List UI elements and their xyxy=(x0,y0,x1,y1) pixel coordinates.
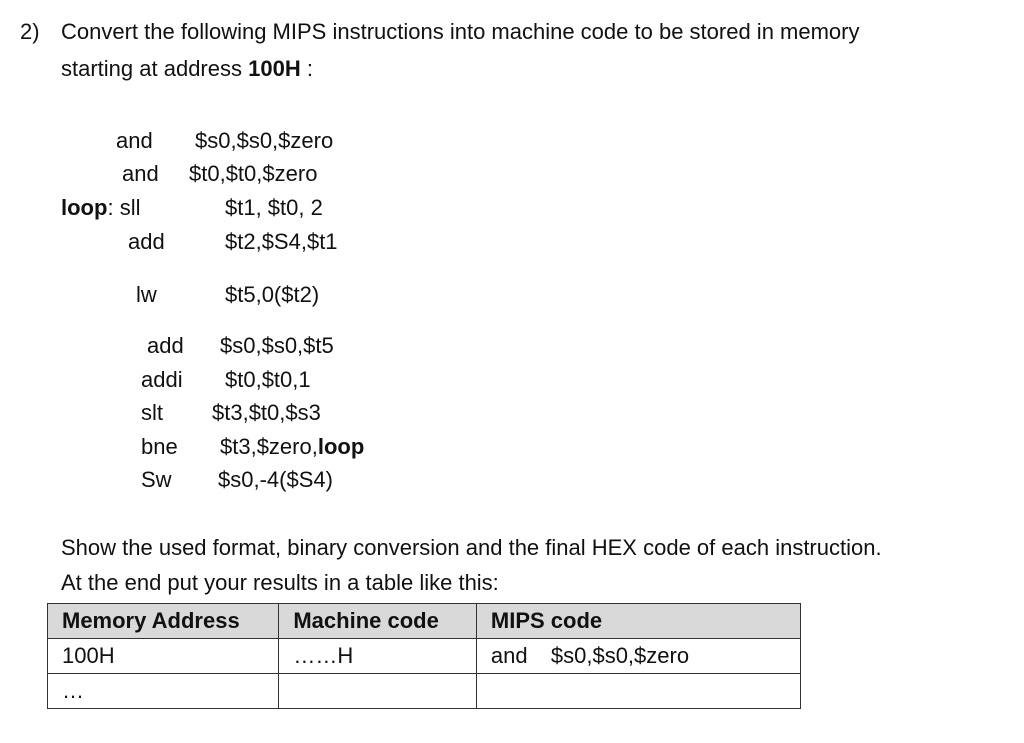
instructions-line2: At the end put your results in a table like this: xyxy=(61,570,499,595)
question-text-line2 xyxy=(61,58,313,80)
instr-3-op: add xyxy=(128,229,165,254)
instr-8-op: bne xyxy=(141,434,178,459)
instr-6-args: $t0,$t0,1 xyxy=(225,367,311,392)
instr-8-args: $t3,$zero, xyxy=(220,434,318,459)
table-header-row xyxy=(48,604,801,639)
header-memory-address: Memory Address xyxy=(48,604,279,639)
header-machine-code: Machine code xyxy=(279,604,477,639)
instr-2-op: sll xyxy=(119,195,141,220)
instr-7-op: slt xyxy=(141,400,163,425)
question-number: 2) xyxy=(20,19,40,44)
header-mips-code: MIPS code xyxy=(476,604,800,639)
label-colon: : xyxy=(107,195,114,220)
instr-1-op: and xyxy=(122,161,159,186)
cell-mips-op: and xyxy=(490,643,528,668)
cell-mips-args: $s0,$s0,$zero xyxy=(550,643,690,668)
question-text-suffix: : xyxy=(300,56,313,81)
instr-3-args: $t2,$S4,$t1 xyxy=(225,229,338,254)
cell-address: 100H xyxy=(48,639,279,674)
loop-label: loop xyxy=(61,195,108,220)
instr-5-op: add xyxy=(147,333,184,358)
instr-8-args-group xyxy=(220,436,364,458)
instr-4-args: $t5,0($t2) xyxy=(225,282,320,307)
question-text-prefix: starting at address xyxy=(61,56,249,81)
instr-1-args: $t0,$t0,$zero xyxy=(189,161,318,186)
table-row xyxy=(48,639,801,674)
instr-9-args: $s0,-4($S4) xyxy=(218,467,333,492)
instr-9-op: Sw xyxy=(141,467,172,492)
instructions-line1: Show the used format, binary conversion and the final HEX code of each instruction. xyxy=(61,535,882,560)
instr-4-op: lw xyxy=(136,282,157,307)
instr-7-args: $t3,$t0,$s3 xyxy=(212,400,321,425)
results-table xyxy=(47,603,801,709)
cell-machine-code xyxy=(279,674,477,709)
cell-mips-code xyxy=(476,674,800,709)
instr-2-label-group xyxy=(61,197,140,219)
table-row xyxy=(48,674,801,709)
branch-target: loop xyxy=(317,434,365,459)
start-address: 100H xyxy=(248,56,301,81)
instr-5-args: $s0,$s0,$t5 xyxy=(220,333,334,358)
question-text-line1: Convert the following MIPS instructions into machine code to be stored in memory xyxy=(61,19,860,44)
instr-6-op: addi xyxy=(141,367,183,392)
instr-0-op: and xyxy=(116,128,153,153)
instr-0-args: $s0,$s0,$zero xyxy=(195,128,334,153)
instr-2-args: $t1, $t0, 2 xyxy=(225,195,323,220)
cell-machine-code: ……H xyxy=(279,639,477,674)
cell-address: … xyxy=(48,674,279,709)
cell-mips-code xyxy=(476,639,800,674)
